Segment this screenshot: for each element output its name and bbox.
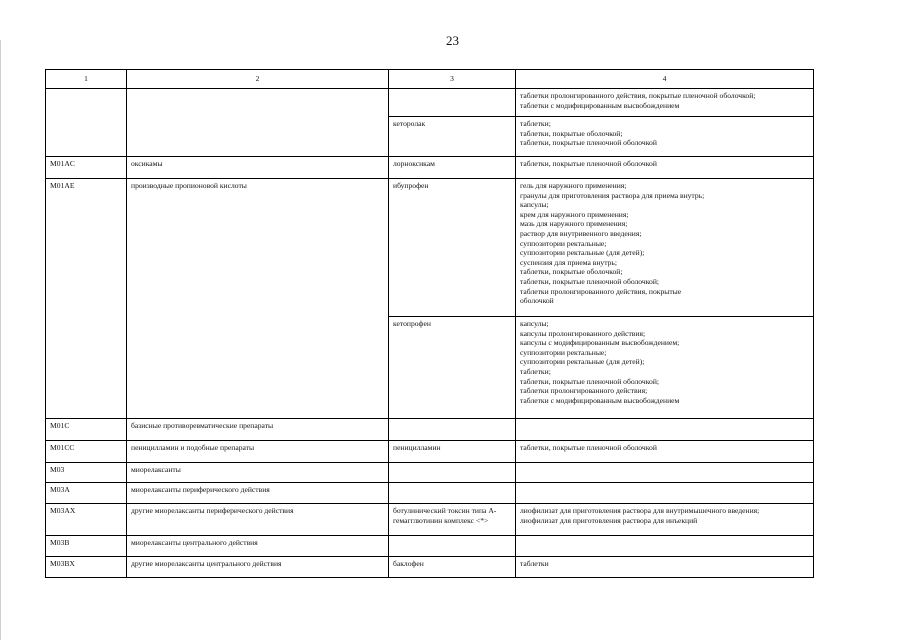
dosage-forms-cell: [516, 157, 814, 179]
drug-name-cell: ибупрофен: [389, 179, 516, 317]
dosage-form-line: гранулы для приготовления раствора для приема внутрь;: [520, 190, 705, 200]
dosage-form-line: суппозитории ректальные;: [520, 347, 607, 357]
group-name-cell: другие миорелаксанты центрального действия: [127, 557, 389, 578]
group-name-cell: оксикамы: [127, 157, 389, 179]
group-name-cell: другие миорелаксанты периферического действия: [127, 504, 389, 536]
table-row: [46, 157, 814, 179]
atc-code-cell: M03BX: [46, 557, 127, 578]
table-row: [46, 179, 814, 317]
table-row: [46, 89, 814, 117]
dosage-form-line: лиофилизат для приготовления раствора для внутримышечного введения;: [520, 506, 760, 515]
dosage-form-line: крем для наружного применения;: [520, 209, 629, 219]
column-header: 4: [516, 70, 814, 89]
dosage-form-line: капсулы;: [520, 200, 549, 210]
drug-name-cell: [389, 483, 516, 504]
dosage-form-line: суппозитории ректальные (для детей);: [520, 357, 645, 367]
dosage-forms-cell: [516, 504, 814, 536]
dosage-form-line: таблетки пролонгированного действия;: [520, 386, 648, 396]
column-header: 2: [127, 70, 389, 89]
dosage-forms-cell: [516, 179, 814, 317]
table-row: [46, 463, 814, 483]
atc-code-cell: M01AE: [46, 179, 127, 419]
drug-name-cell: кеторолак: [389, 117, 516, 157]
dosage-form-line: раствор для внутривенного введения;: [520, 228, 642, 238]
drug-name-line: гемагглютинин комплекс <*>: [393, 515, 489, 525]
drug-name-cell: пеницилламин: [389, 441, 516, 463]
dosage-forms-cell: [516, 557, 814, 578]
drug-name-cell: [389, 536, 516, 557]
dosage-forms-cell: [516, 89, 814, 117]
dosage-form-line: таблетки с модифицированным высвобождением: [520, 395, 680, 405]
drug-name-cell: кетопрофен: [389, 317, 516, 419]
dosage-form-line: оболочкой: [520, 296, 554, 306]
scan-edge-line: [0, 40, 1, 640]
group-name-cell: базисные противоревматические препараты: [127, 419, 389, 441]
atc-code-cell: M01AC: [46, 157, 127, 179]
table-header-row: [46, 70, 814, 89]
dosage-form-line: таблетки, покрытые оболочкой;: [520, 128, 623, 138]
dosage-forms-cell: [516, 483, 814, 504]
dosage-form-line: таблетки, покрытые пленочной оболочкой: [520, 159, 657, 168]
table-row: [46, 441, 814, 463]
dosage-form-line: таблетки пролонгированного действия, покрытые пленочной оболочкой;: [520, 91, 756, 100]
group-name-cell: производные пропионовой кислоты: [127, 179, 389, 419]
group-name-cell: [127, 89, 389, 157]
dosage-forms-cell: [516, 463, 814, 483]
group-name-cell: миорелаксанты: [127, 463, 389, 483]
drug-name-cell: [389, 504, 516, 536]
drug-name-cell: лорноксикам: [389, 157, 516, 179]
dosage-forms-cell: [516, 117, 814, 157]
atc-code-cell: M03AX: [46, 504, 127, 536]
drug-list-table: [45, 69, 814, 578]
dosage-form-line: таблетки: [520, 559, 549, 568]
dosage-form-line: суппозитории ректальные;: [520, 238, 607, 248]
dosage-form-line: таблетки;: [520, 119, 551, 128]
table-row: [46, 483, 814, 504]
column-header: 3: [389, 70, 516, 89]
dosage-form-line: капсулы с модифицированным высвобождением;: [520, 338, 680, 348]
dosage-form-line: таблетки, покрытые оболочкой;: [520, 267, 623, 277]
table-row: [46, 419, 814, 441]
drug-name-cell: баклофен: [389, 557, 516, 578]
dosage-form-line: суппозитории ректальные (для детей);: [520, 248, 645, 258]
atc-code-cell: [46, 89, 127, 157]
drug-name-cell: [389, 463, 516, 483]
atc-code-cell: M03A: [46, 483, 127, 504]
drug-name-cell: [389, 419, 516, 441]
table-row: [46, 536, 814, 557]
column-header: 1: [46, 70, 127, 89]
dosage-forms-cell: [516, 441, 814, 463]
dosage-form-line: таблетки;: [520, 366, 551, 376]
dosage-forms-cell: [516, 317, 814, 419]
atc-code-cell: M03: [46, 463, 127, 483]
page-number: 23: [446, 33, 459, 48]
dosage-forms-cell: [516, 536, 814, 557]
group-name-cell: пеницилламин и подобные препараты: [127, 441, 389, 463]
drug-name-cell: [389, 89, 516, 117]
dosage-form-line: гель для наружного применения;: [520, 181, 627, 190]
dosage-form-line: таблетки пролонгированного действия, покрытые: [520, 286, 682, 296]
dosage-form-line: таблетки с модифицированным высвобождением: [520, 100, 680, 110]
atc-code-cell: M01CC: [46, 441, 127, 463]
drug-name-line: ботулинический токсин типа А-: [393, 506, 497, 515]
group-name-cell: миорелаксанты периферического действия: [127, 483, 389, 504]
atc-code-cell: M01C: [46, 419, 127, 441]
dosage-form-line: таблетки, покрытые пленочной оболочкой: [520, 443, 657, 452]
atc-code-cell: M03B: [46, 536, 127, 557]
dosage-form-line: капсулы пролонгированного действия;: [520, 328, 646, 338]
dosage-form-line: таблетки, покрытые пленочной оболочкой: [520, 138, 657, 148]
dosage-form-line: капсулы;: [520, 319, 549, 328]
dosage-forms-cell: [516, 419, 814, 441]
dosage-form-line: таблетки, покрытые пленочной оболочкой;: [520, 276, 659, 286]
table-row: [46, 504, 814, 536]
dosage-form-line: суспензия для приема внутрь;: [520, 257, 617, 267]
group-name-cell: миорелаксанты центрального действия: [127, 536, 389, 557]
table-row: [46, 557, 814, 578]
dosage-form-line: лиофилизат для приготовления раствора для инъекций: [520, 515, 698, 525]
dosage-form-line: мазь для наружного применения;: [520, 219, 628, 229]
dosage-form-line: таблетки, покрытые пленочной оболочкой;: [520, 376, 659, 386]
